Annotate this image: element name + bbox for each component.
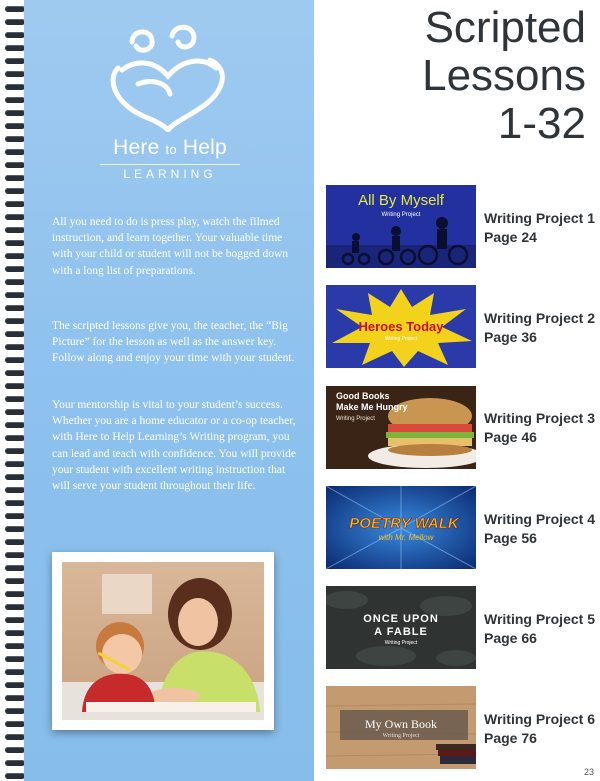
thumb-5-title-2: A FABLE (374, 626, 428, 638)
spiral-coil (5, 539, 25, 545)
page-title (422, 4, 586, 148)
thumb-4-title-2: with Mr. Mellow (378, 533, 434, 542)
spiral-binding (0, 0, 26, 781)
spiral-coil (5, 396, 25, 402)
spiral-coil (5, 708, 25, 714)
spiral-coil (5, 734, 25, 740)
spiral-coil (5, 136, 25, 142)
brand-subtitle: LEARNING (100, 164, 240, 181)
spiral-coil (5, 149, 25, 155)
project-thumbnail-3 (326, 386, 476, 469)
spiral-coil (5, 19, 25, 25)
spiral-coil (5, 227, 25, 233)
spiral-coil (5, 383, 25, 389)
thumb-3-title-2: Make Me Hungry (336, 402, 408, 412)
spiral-coil (5, 682, 25, 688)
spiral-coil (5, 45, 25, 51)
thumb-2-title: Heroes Today (358, 319, 444, 334)
spiral-coil (5, 487, 25, 493)
spiral-coil (5, 695, 25, 701)
spiral-coil (5, 84, 25, 90)
project-thumbnail-1 (326, 185, 476, 268)
spiral-coil (5, 6, 25, 12)
spiral-coil (5, 305, 25, 311)
spiral-coil (5, 188, 25, 194)
spiral-coil (5, 630, 25, 636)
thumb-4-title-1: POETRY WALK (349, 515, 459, 532)
spiral-coil (5, 461, 25, 467)
spiral-coil (5, 604, 25, 610)
project-thumbnail-6 (326, 686, 476, 769)
spiral-coil (5, 552, 25, 558)
spiral-coil (5, 175, 25, 181)
project-label-5 (484, 610, 600, 648)
spiral-coil (5, 760, 25, 766)
here-to-help-logo (98, 22, 238, 132)
spiral-coil (5, 773, 25, 779)
spiral-coil (5, 240, 25, 246)
project-label-2 (484, 309, 600, 347)
spiral-coil (5, 318, 25, 324)
page-number: 23 (583, 767, 594, 777)
spiral-coil (5, 162, 25, 168)
spiral-coil (5, 214, 25, 220)
spiral-coil (5, 201, 25, 207)
title-line-3: 1-32 (497, 99, 586, 148)
spiral-coil (5, 58, 25, 64)
spiral-coil (5, 513, 25, 519)
spiral-coil (5, 97, 25, 103)
spiral-coil (5, 526, 25, 532)
spiral-coil (5, 578, 25, 584)
photo-image (62, 562, 264, 720)
spiral-coil (5, 409, 25, 415)
project-1-page: Page 24 (484, 229, 537, 245)
thumb-3-title-1: Good Books (336, 391, 390, 401)
spiral-coil (5, 292, 25, 298)
spiral-coil (5, 344, 25, 350)
spiral-coil (5, 669, 25, 675)
project-thumbnail-4 (326, 486, 476, 569)
intro-paragraph-3: Your mentorship is vital to your student’s success. Whether you are a home educator or a co-op teacher, with Here to Help Learning’s Writing program, you can lead and teach with confidence. You will provide your student with excellent writing instruction that will serve your student throughout their life. (52, 399, 296, 493)
project-1-name: Writing Project 1 (484, 210, 595, 226)
spiral-coil (5, 617, 25, 623)
spiral-coil (5, 747, 25, 753)
brand-name: Here to Help (113, 136, 227, 159)
spiral-coil (5, 448, 25, 454)
thumb-5-title-1: ONCE UPON (363, 613, 439, 625)
project-3-name: Writing Project 3 (484, 410, 595, 426)
spiral-coil (5, 331, 25, 337)
project-6-name: Writing Project 6 (484, 711, 595, 727)
project-3-page: Page 46 (484, 429, 537, 445)
project-6-page: Page 76 (484, 730, 537, 746)
thumb-1-subtitle: Writing Project (381, 212, 421, 218)
spiral-coil (5, 422, 25, 428)
project-thumbnail-2 (326, 285, 476, 368)
project-4-name: Writing Project 4 (484, 511, 595, 527)
spiral-coil (5, 643, 25, 649)
teacher-student-photo (52, 552, 274, 730)
project-2-page: Page 36 (484, 329, 537, 345)
spiral-coil (5, 565, 25, 571)
spiral-coil (5, 591, 25, 597)
thumb-3-subtitle: Writing Project (336, 416, 375, 422)
project-label-4 (484, 510, 600, 548)
thumb-6-subtitle: Writing Project (382, 733, 420, 739)
thumb-1-title: All By Myself (358, 192, 444, 209)
spiral-coil (5, 32, 25, 38)
project-4-page: Page 56 (484, 530, 537, 546)
spiral-coil (5, 357, 25, 363)
spiral-coil (5, 266, 25, 272)
project-5-page: Page 66 (484, 630, 537, 646)
project-label-1 (484, 209, 600, 247)
spiral-coil (5, 123, 25, 129)
spiral-coil (5, 110, 25, 116)
spiral-coil (5, 474, 25, 480)
spiral-coil (5, 721, 25, 727)
spiral-coil (5, 279, 25, 285)
intro-paragraph-1: All you need to do is press play, watch the filmed instruction, and learn together. Your valuable time with your child or student will not be bogged down with a long list of preparations. (52, 216, 289, 277)
project-2-name: Writing Project 2 (484, 310, 595, 326)
spiral-coil (5, 435, 25, 441)
thumb-5-subtitle: Writing Project (384, 640, 418, 646)
thumb-2-subtitle: Writing Project (384, 336, 418, 342)
thumb-6-title: My Own Book (364, 717, 438, 731)
spiral-coil (5, 253, 25, 259)
project-label-3 (484, 409, 600, 447)
project-label-6 (484, 710, 600, 748)
spiral-coil (5, 370, 25, 376)
title-line-2: Lessons (422, 51, 586, 100)
spiral-coil (5, 656, 25, 662)
intro-paragraph-2: The scripted lessons give you, the teacher, the “Big Picture” for the lesson as well as the answer key. Follow along and enjoy your time with your student. (52, 320, 295, 365)
spiral-coil (5, 500, 25, 506)
title-line-1: Scripted (424, 3, 586, 52)
spiral-coil (5, 71, 25, 77)
project-5-name: Writing Project 5 (484, 611, 595, 627)
project-thumbnail-5 (326, 586, 476, 669)
